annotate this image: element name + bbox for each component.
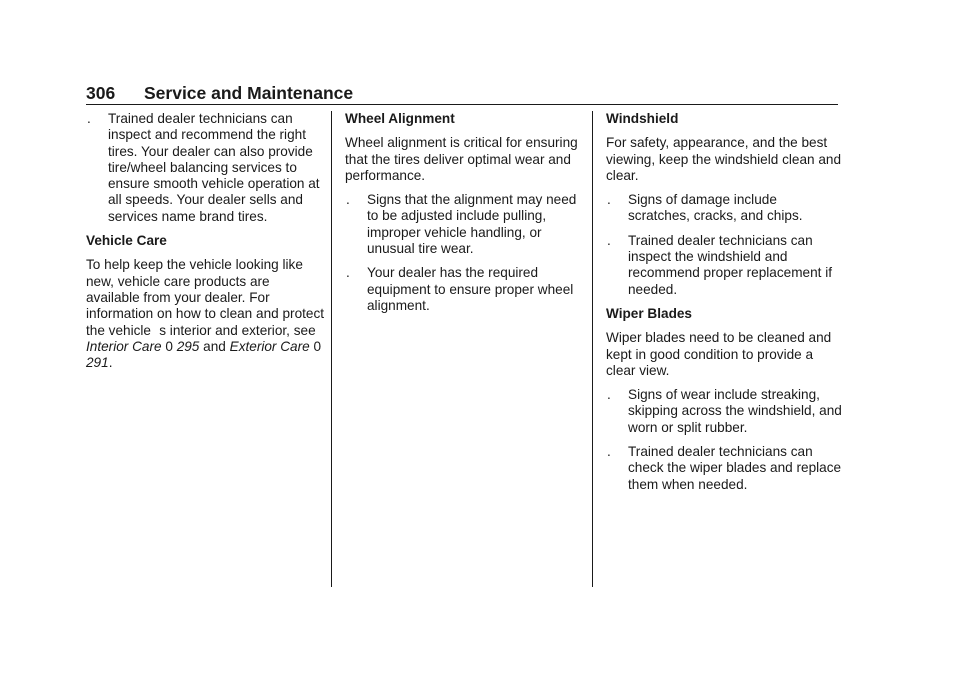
bullet-text: Trained dealer technicians can inspect the windshield and recommend proper replacement if needed. [628, 232, 832, 297]
column-middle [345, 111, 585, 322]
list-item [86, 111, 326, 225]
list-item [606, 192, 842, 225]
list-item [606, 444, 842, 493]
vehicle-care-heading: Vehicle Care [86, 233, 167, 249]
list-item [345, 192, 585, 257]
windshield-intro: For safety, appearance, and the best viewing, keep the windshield clean and clear. [606, 135, 842, 183]
bullet-mark: . [87, 111, 91, 126]
header-rule [86, 104, 838, 105]
column-right [606, 111, 842, 501]
xref-arrow-icon: 0 [313, 338, 322, 354]
bullet-mark: . [607, 444, 611, 460]
list-item [606, 233, 842, 298]
bullet-text: Your dealer has the required equipment to ensure proper wheel alignment. [367, 265, 574, 313]
bullet-mark: . [607, 387, 611, 403]
xref-joiner: and [203, 338, 226, 354]
bullet-mark: . [346, 192, 350, 208]
list-item [606, 387, 842, 436]
column-left [86, 111, 326, 379]
column-divider [592, 111, 593, 587]
page-header [86, 81, 838, 105]
xref-interior-care-link[interactable]: Interior Care [86, 338, 162, 354]
bullet-text: Signs that the alignment may need to be adjusted include pulling, improper vehicle handling, or unusual tire wear. [367, 192, 577, 257]
wiper-blades-intro: Wiper blades need to be cleaned and kept in good condition to provide a clear view. [606, 330, 832, 378]
xref-exterior-care-link[interactable]: Exterior Care [229, 338, 310, 354]
vehicle-care-paragraph [86, 257, 326, 371]
bullet-text: Trained dealer technicians can check the wiper blades and replace them when needed. [628, 444, 842, 492]
wheel-alignment-intro: Wheel alignment is critical for ensuring that the tires deliver optimal wear and performance. [345, 135, 578, 183]
vehicle-care-text: To help keep the vehicle looking like new, vehicle care products are available from your dealer. For information on how to clean and protect the vehicles interior and exterior, see [86, 257, 325, 338]
list-item [345, 265, 585, 314]
page-number: 306 [86, 83, 116, 103]
windshield-heading: Windshield [606, 111, 679, 126]
wheel-alignment-heading: Wheel Alignment [345, 111, 455, 126]
section-title: Service and Maintenance [144, 83, 354, 103]
bullet-text: Signs of damage include scratches, cracks, and chips. [628, 192, 803, 224]
bullet-text: Trained dealer technicians can inspect and recommend the right tires. Your dealer can also provide tire/wheel balancing services to ensure smooth vehicle operation at all speeds. Your dealer sells and services name brand tires. [108, 111, 320, 224]
bullet-mark: . [607, 232, 611, 248]
end-period: . [108, 355, 113, 371]
bullet-text: Signs of wear include streaking, skipping across the windshield, and worn or split rubber. [628, 387, 842, 435]
wiper-blades-heading: Wiper Blades [606, 305, 692, 321]
bullet-mark: . [607, 192, 611, 208]
xref-page-number[interactable]: 295 [176, 338, 200, 354]
bullet-mark: . [346, 265, 350, 281]
column-divider [331, 111, 332, 587]
xref-page-number[interactable]: 291 [86, 355, 109, 371]
xref-arrow-icon: 0 [165, 338, 173, 354]
